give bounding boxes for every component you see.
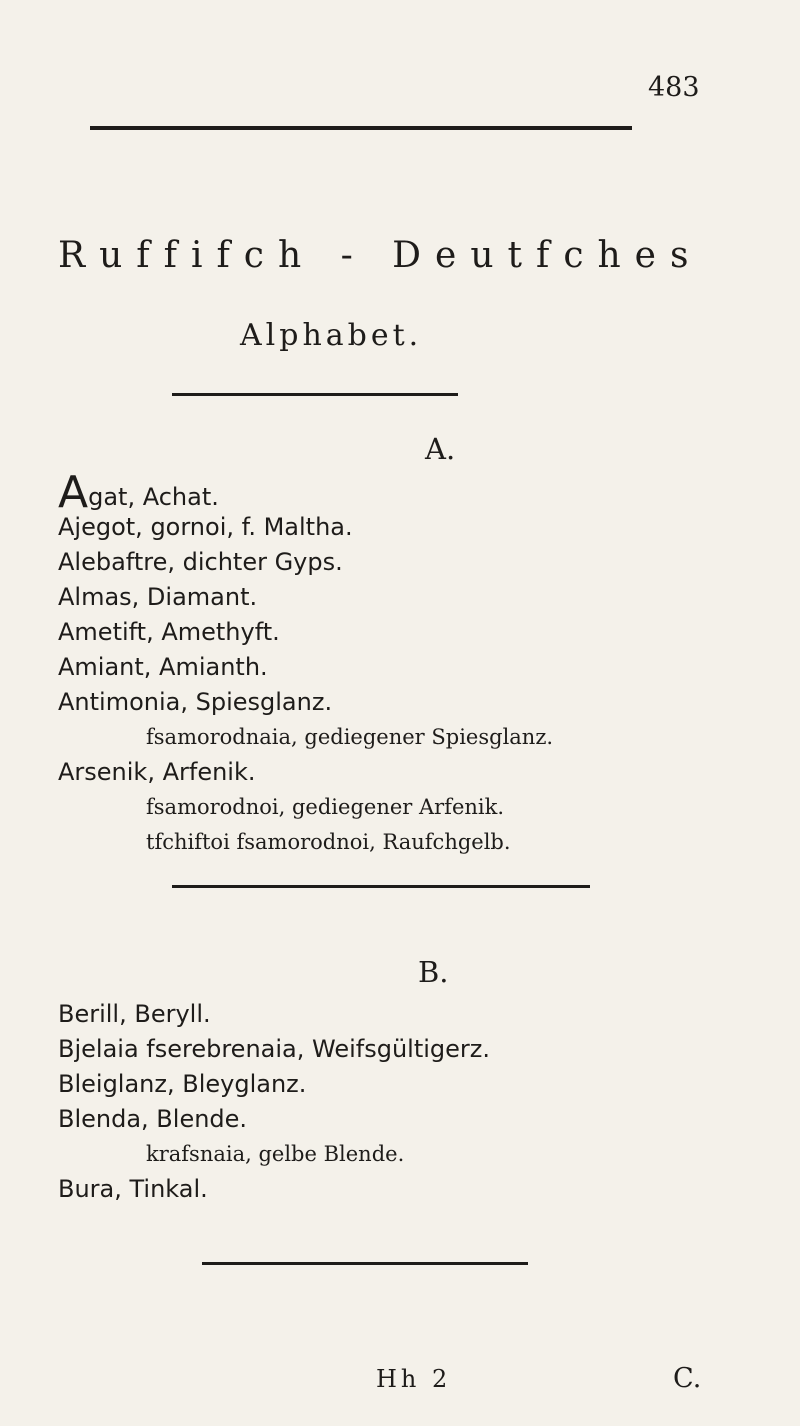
section-divider-rule bbox=[172, 885, 590, 888]
end-rule bbox=[202, 1262, 528, 1265]
catchword: C. bbox=[673, 1363, 702, 1394]
sub-entry: fsamorodnoi, gediegener Arfenik. bbox=[146, 795, 505, 819]
entry: Almas, Diamant. bbox=[58, 583, 258, 611]
sub-entry: tfchiftoi fsamorodnoi, Raufchgelb. bbox=[146, 830, 511, 854]
entry bbox=[58, 467, 553, 518]
entry: Bura, Tinkal. bbox=[58, 1175, 208, 1203]
entries-section-b bbox=[58, 997, 490, 1207]
entry-text: gat, Achat. bbox=[88, 483, 219, 511]
entry: Bjelaia fserebrenaia, Weifsgültigerz. bbox=[58, 1035, 490, 1063]
subtitle: Alphabet. bbox=[240, 318, 423, 353]
drop-cap: A bbox=[58, 467, 89, 518]
entry: Bleiglanz, Bleyglanz. bbox=[58, 1070, 307, 1098]
entries-section-a bbox=[58, 467, 554, 860]
entry: Antimonia, Spiesglanz. bbox=[58, 688, 333, 716]
entry: Blenda, Blende. bbox=[58, 1105, 248, 1133]
section-letter-b: B. bbox=[418, 955, 449, 989]
printer-signature: Hh 2 bbox=[376, 1365, 452, 1393]
entry: Ametift, Amethyft. bbox=[58, 618, 280, 646]
entry: Amiant, Amianth. bbox=[58, 653, 268, 681]
title-rule bbox=[172, 393, 458, 396]
header-rule bbox=[90, 126, 632, 130]
page-number: 483 bbox=[648, 72, 700, 103]
entry: Ajegot, gornoi, f. Maltha. bbox=[58, 513, 353, 541]
entry: Alebaftre, dichter Gyps. bbox=[58, 548, 343, 576]
section-letter-a: A. bbox=[425, 432, 456, 466]
entry: Berill, Beryll. bbox=[58, 1000, 211, 1028]
main-title: Ruffifch - Deutfches bbox=[58, 235, 703, 276]
sub-entry: fsamorodnaia, gediegener Spiesglanz. bbox=[146, 725, 554, 749]
sub-entry: krafsnaia, gelbe Blende. bbox=[146, 1142, 405, 1166]
entry: Arsenik, Arfenik. bbox=[58, 758, 256, 786]
